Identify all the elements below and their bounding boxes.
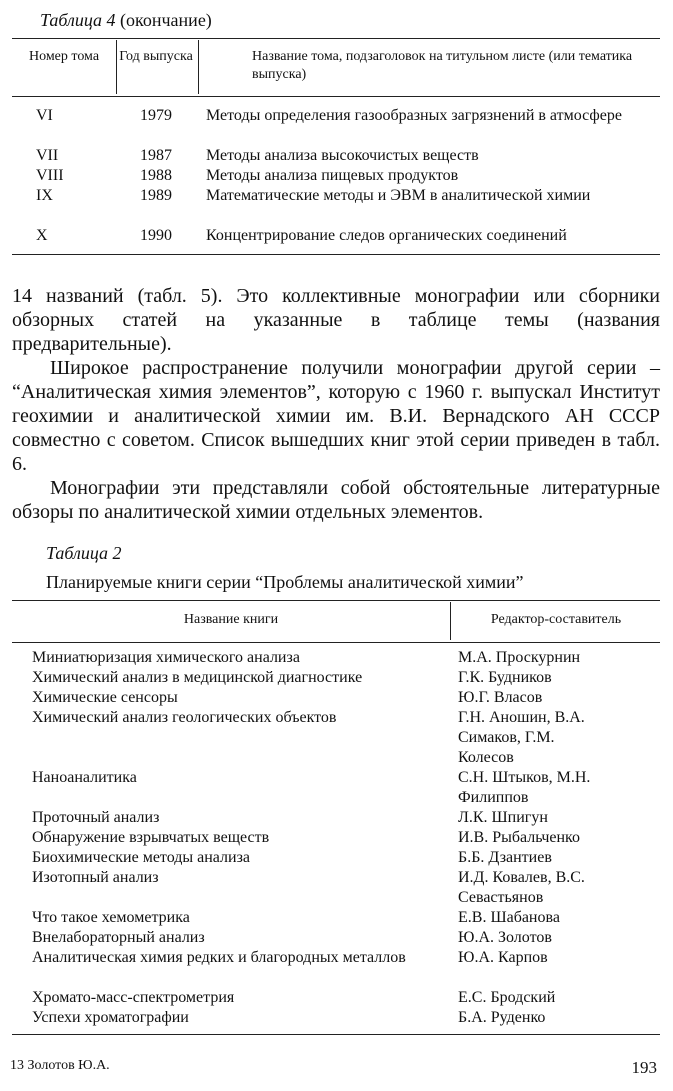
table2-row-title: Аналитическая химия редких и благородных металлов <box>32 949 406 966</box>
table2-title: Планируемые книги серии “Проблемы аналитической химии” <box>46 572 524 592</box>
body-text <box>12 284 660 524</box>
table2-bottom-rule <box>12 1034 660 1035</box>
table2-row-title: Внелабораторный анализ <box>32 929 205 946</box>
table4-caption-label: Таблица 4 <box>40 10 116 30</box>
table2-row-editor: Е.В. Шабанова <box>458 909 560 926</box>
table2-row-editor: И.Д. Ковалев, В.С. Севастьянов <box>458 869 585 906</box>
table4-row-year: 1988 <box>140 167 172 184</box>
table4-header-divider-2 <box>198 40 199 94</box>
table4-row-num: X <box>36 227 48 244</box>
table2-row-title: Миниатюризация химического анализа <box>32 649 300 666</box>
table2-header-title: Название книги <box>183 612 279 627</box>
table4-row-num: VI <box>36 107 53 124</box>
table2-row-title: Проточный анализ <box>32 809 160 826</box>
table2-label <box>46 543 122 564</box>
table2-row-title: Наноаналитика <box>32 769 137 786</box>
page-number: 193 <box>631 1058 657 1077</box>
paragraph-3: Монографии эти представляли собой обстоятельные литературные обзоры по аналитической химии отдельных элементов. <box>12 477 660 523</box>
table4-bottom-rule <box>12 254 660 255</box>
table4-row-num: VII <box>36 147 59 164</box>
table2-row-editor: Е.С. Бродский <box>458 989 556 1006</box>
paragraph-2: Широкое распространение получили монографии другой серии – “Аналитическая химия элементов”, которую с 1960 г. выпускал Институт геохимии и аналитической химии им. В.И. Вернадского АН СССР совместно с советом. Список вышедших книг этой серии приведен в табл. 6. <box>12 357 660 475</box>
table2-row-editor: Б.А. Руденко <box>458 1009 546 1026</box>
table2-row-editor: Б.Б. Дзантиев <box>458 849 552 866</box>
table4-caption <box>40 10 212 31</box>
table4-row-num: VIII <box>36 167 64 184</box>
table4-row-title: Методы анализа высокочистых веществ <box>206 147 479 164</box>
table2-row-title: Изотопный анализ <box>32 869 159 886</box>
table2-row-editor: Г.Н. Аношин, В.А. Симаков, Г.М. Колесов <box>458 709 585 766</box>
table2-label-text: Таблица 2 <box>46 543 122 563</box>
table4-header-title: Название тома, подзаголовок на титульном листе (или тематика выпуска) <box>252 49 633 82</box>
table2-row-title: Химические сенсоры <box>32 689 178 706</box>
table4-header-rule <box>12 96 660 97</box>
table2-row-editor: Ю.Г. Власов <box>458 689 543 706</box>
table4-header <box>12 38 660 96</box>
table2-row-editor: Л.К. Шпигун <box>458 809 548 826</box>
table4-row-year: 1990 <box>140 227 172 244</box>
table2-row-editor: М.А. Проскурнин <box>458 649 581 666</box>
table2-row-title: Химический анализ геологических объектов <box>32 709 337 726</box>
table4-row-title: Методы анализа пищевых продуктов <box>206 167 459 184</box>
table2-row-editor: Г.К. Будников <box>458 669 552 686</box>
table4-header-divider-1 <box>116 40 117 94</box>
paragraph-1: 14 названий (табл. 5). Это коллективные монографии или сборники обзорных статей на указанные в таблице темы (названия предварительные). <box>12 285 660 355</box>
table4-row-year: 1989 <box>140 187 172 204</box>
table2-header-rule <box>12 642 660 643</box>
footer-signature: 13 Золотов Ю.А. <box>10 1058 110 1073</box>
table2-row-title: Обнаружение взрывчатых веществ <box>32 829 270 846</box>
table4-header-year: Год выпуска <box>119 49 193 64</box>
table2-row-editor: Ю.А. Золотов <box>458 929 552 946</box>
table2-row-title: Химический анализ в медицинской диагностике <box>32 669 363 686</box>
table4-row-title: Математические методы и ЭВМ в аналитической химии <box>206 187 591 204</box>
table2-row-title: Успехи хроматографии <box>32 1009 189 1026</box>
table2-row-title: Хромато-масс-спектрометрия <box>32 989 235 1006</box>
table2-row-title: Что такое хемометрика <box>32 909 190 926</box>
table4-caption-note: (окончание) <box>115 10 212 30</box>
table2-row-editor: Ю.А. Карпов <box>458 949 548 966</box>
table2-row-title: Биохимические методы анализа <box>32 849 250 866</box>
table4-row-year: 1979 <box>140 107 172 124</box>
table4-header-num: Номер тома <box>28 49 100 64</box>
table2-header-editor: Редактор-составитель <box>490 612 622 627</box>
table2-row-editor: С.Н. Штыков, М.Н. Филиппов <box>458 769 591 806</box>
table4-row-title: Концентрирование следов органических соединений <box>206 227 567 244</box>
table2-row-editor: И.В. Рыбальченко <box>458 829 580 846</box>
table2-header <box>12 600 660 642</box>
table4-row-num: IX <box>36 187 53 204</box>
table2-header-divider <box>450 602 451 640</box>
table4-row-title: Методы определения газообразных загрязнений в атмосфере <box>206 107 622 124</box>
table4-row-year: 1987 <box>140 147 172 164</box>
